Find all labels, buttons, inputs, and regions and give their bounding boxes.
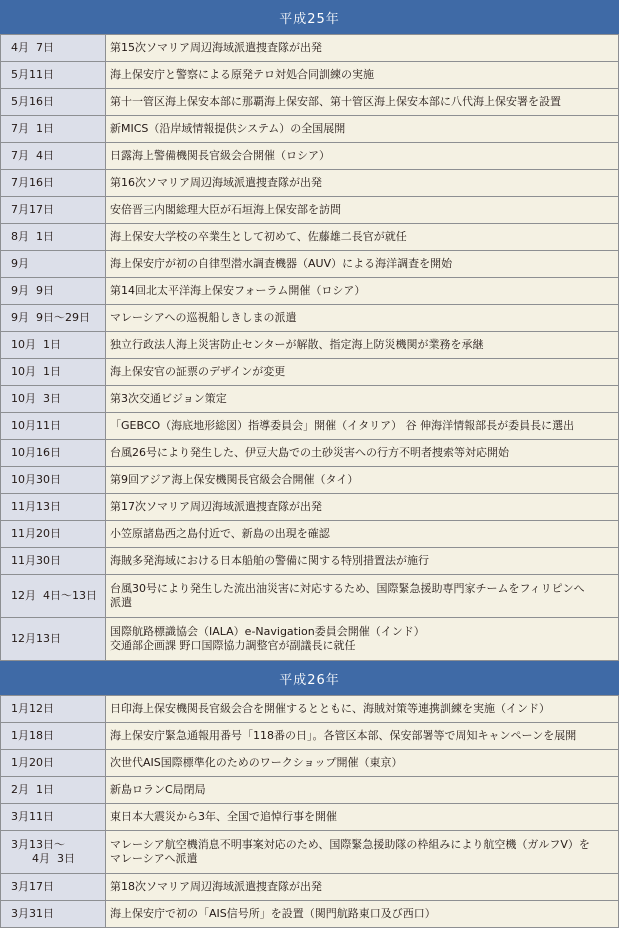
event-description: 海上保安庁緊急通報用番号「118番の日」。各管区本部、保安部署等で周知キャンペーンを展開 (106, 723, 619, 750)
event-description: 新島ロランC局閉局 (106, 777, 619, 804)
table-row (1, 224, 619, 251)
event-description: 東日本大震災から3年、全国で追悼行事を開催 (106, 804, 619, 831)
table-row (1, 777, 619, 804)
event-date: 3月31日 (1, 901, 106, 928)
event-description: 第3次交通ビジョン策定 (106, 386, 619, 413)
table-row (1, 278, 619, 305)
event-date: 11月20日 (1, 521, 106, 548)
table-row (1, 251, 619, 278)
event-description: 海上保安官の証票のデザインが変更 (106, 359, 619, 386)
event-description: 「GEBCO（海底地形総図）指導委員会」開催（イタリア） 谷 伸海洋情報部長が委員長に選出 (106, 413, 619, 440)
event-description: 海上保安庁が初の自律型潜水調査機器（AUV）による海洋調査を開始 (106, 251, 619, 278)
event-description: 第17次ソマリア周辺海域派遣捜査隊が出発 (106, 494, 619, 521)
event-date: 11月30日 (1, 548, 106, 575)
event-date: 5月11日 (1, 62, 106, 89)
table-row (1, 440, 619, 467)
event-date: 9月 9日 (1, 278, 106, 305)
event-description: 海賊多発海域における日本船舶の警備に関する特別措置法が施行 (106, 548, 619, 575)
event-description: 台風26号により発生した、伊豆大島での土砂災害への行方不明者捜索等対応開始 (106, 440, 619, 467)
table-row (1, 143, 619, 170)
event-date: 3月17日 (1, 874, 106, 901)
table-row (1, 332, 619, 359)
event-date: 7月 1日 (1, 116, 106, 143)
event-date: 1月18日 (1, 723, 106, 750)
table-row (1, 723, 619, 750)
event-date: 5月16日 (1, 89, 106, 116)
event-date: 7月17日 (1, 197, 106, 224)
table-row (1, 35, 619, 62)
event-date: 9月 9日～29日 (1, 305, 106, 332)
event-description: 海上保安庁と警察による原発テロ対処合同訓練の実施 (106, 62, 619, 89)
event-date: 10月30日 (1, 467, 106, 494)
era-header: 平成26年 (0, 661, 619, 695)
table-row (1, 575, 619, 618)
event-description: 新MICS（沿岸域情報提供システム）の全国展開 (106, 116, 619, 143)
table-row (1, 521, 619, 548)
table-row (1, 548, 619, 575)
event-description: 次世代AIS国際標準化のためのワークショップ開催（東京） (106, 750, 619, 777)
table-row (1, 467, 619, 494)
table-row (1, 874, 619, 901)
table-row (1, 116, 619, 143)
table-row (1, 62, 619, 89)
event-description: マレーシアへの巡視船しきしまの派遣 (106, 305, 619, 332)
event-description: 日露海上警備機関長官級会合開催（ロシア） (106, 143, 619, 170)
table-row (1, 386, 619, 413)
table-row (1, 170, 619, 197)
table-row (1, 804, 619, 831)
event-description: 第15次ソマリア周辺海域派遣捜査隊が出発 (106, 35, 619, 62)
table-row (1, 413, 619, 440)
event-date: 10月 3日 (1, 386, 106, 413)
table-row (1, 618, 619, 661)
event-date: 9月 (1, 251, 106, 278)
event-date: 2月 1日 (1, 777, 106, 804)
event-description: 安倍晋三内閣総理大臣が石垣海上保安部を訪問 (106, 197, 619, 224)
event-description: 第16次ソマリア周辺海域派遣捜査隊が出発 (106, 170, 619, 197)
event-description: 日印海上保安機関長官級会合を開催するとともに、海賊対策等連携訓練を実施（インド） (106, 696, 619, 723)
event-description: マレーシア航空機消息不明事案対応のため、国際緊急援助隊の枠組みにより航空機（ガルフV）を マレーシアへ派遣 (106, 831, 619, 874)
event-date: 10月 1日 (1, 332, 106, 359)
event-date: 4月 7日 (1, 35, 106, 62)
event-date: 1月12日 (1, 696, 106, 723)
event-date: 3月13日～ 4月 3日 (1, 831, 106, 874)
table-row (1, 750, 619, 777)
event-date: 10月 1日 (1, 359, 106, 386)
event-date: 8月 1日 (1, 224, 106, 251)
event-date: 7月 4日 (1, 143, 106, 170)
event-description: 海上保安庁で初の「AIS信号所」を設置（関門航路東口及び西口） (106, 901, 619, 928)
era-header: 平成25年 (0, 0, 619, 34)
table-row (1, 305, 619, 332)
event-description: 第9回アジア海上保安機関長官級会合開催（タイ） (106, 467, 619, 494)
events-table (0, 695, 619, 928)
event-date: 12月 4日～13日 (1, 575, 106, 618)
event-description: 第18次ソマリア周辺海域派遣捜査隊が出発 (106, 874, 619, 901)
table-row (1, 494, 619, 521)
event-date: 12月13日 (1, 618, 106, 661)
event-description: 小笠原諸島西之島付近で、新島の出現を確認 (106, 521, 619, 548)
event-description: 台風30号により発生した流出油災害に対応するため、国際緊急援助専門家チームをフィリピンへ 派遣 (106, 575, 619, 618)
event-date: 10月16日 (1, 440, 106, 467)
table-row (1, 696, 619, 723)
table-row (1, 197, 619, 224)
events-table (0, 34, 619, 661)
event-date: 1月20日 (1, 750, 106, 777)
event-description: 第十一管区海上保安本部に那覇海上保安部、第十管区海上保安本部に八代海上保安署を設置 (106, 89, 619, 116)
event-description: 独立行政法人海上災害防止センターが解散、指定海上防災機関が業務を承継 (106, 332, 619, 359)
table-row (1, 831, 619, 874)
event-date: 7月16日 (1, 170, 106, 197)
table-row (1, 359, 619, 386)
event-date: 10月11日 (1, 413, 106, 440)
event-description: 第14回北太平洋海上保安フォーラム開催（ロシア） (106, 278, 619, 305)
table-row (1, 89, 619, 116)
event-date: 11月13日 (1, 494, 106, 521)
event-date: 3月11日 (1, 804, 106, 831)
table-row (1, 901, 619, 928)
event-description: 海上保安大学校の卒業生として初めて、佐藤雄二長官が就任 (106, 224, 619, 251)
event-description: 国際航路標識協会（IALA）e-Navigation委員会開催（インド） 交通部企画課 野口国際協力調整官が副議長に就任 (106, 618, 619, 661)
